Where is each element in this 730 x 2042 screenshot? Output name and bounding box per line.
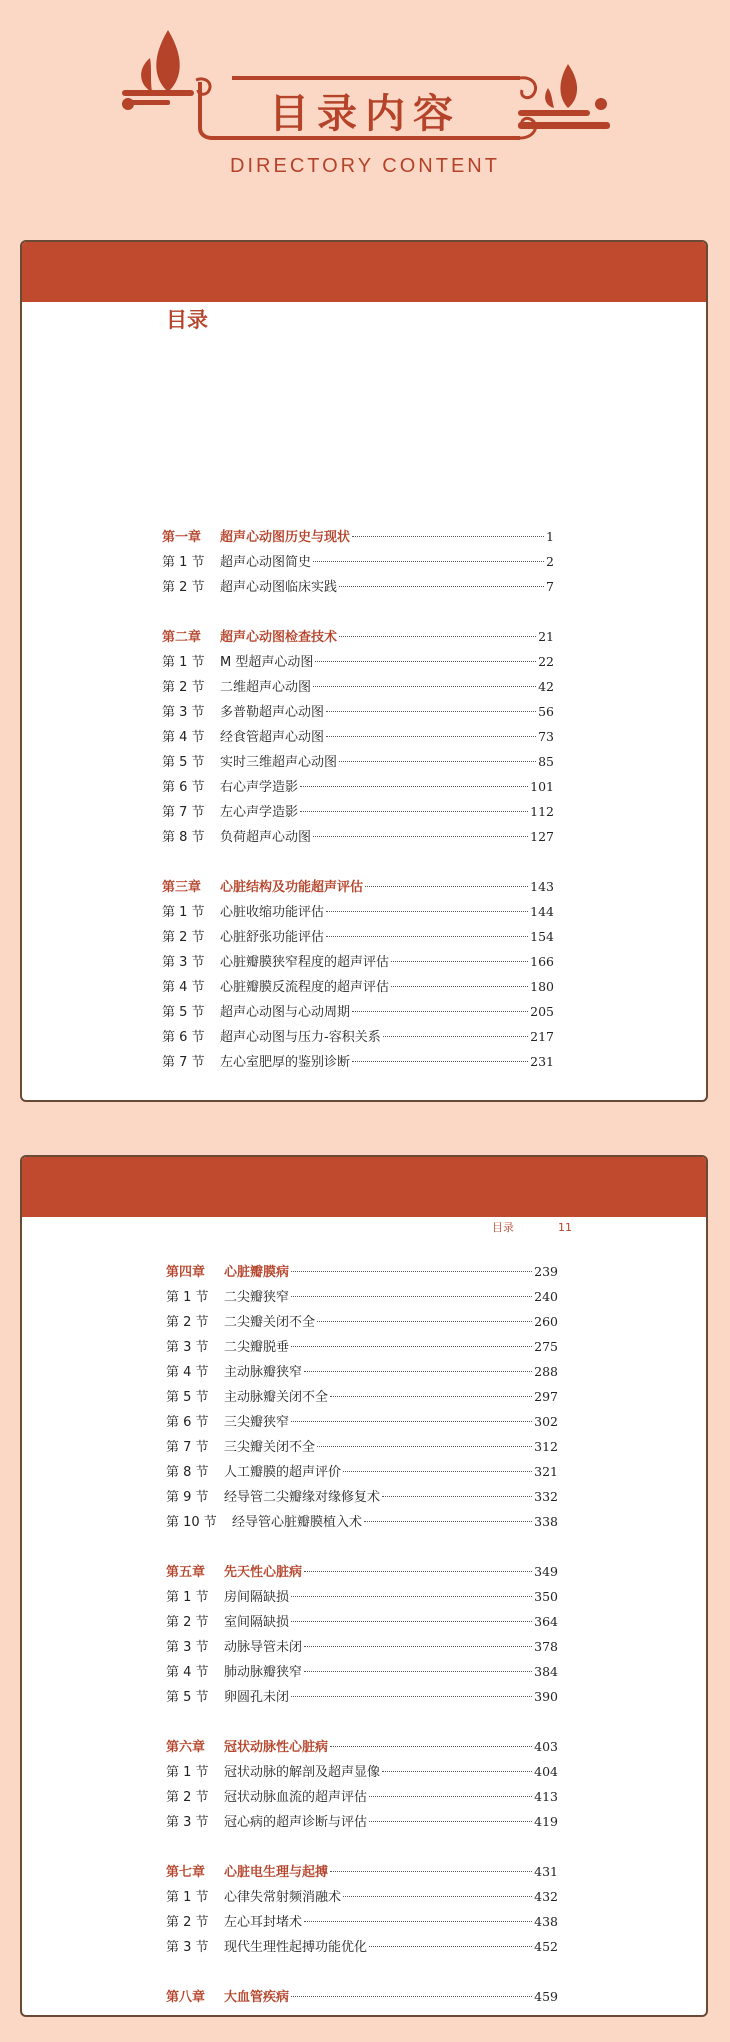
page-ref: 404 — [534, 1764, 558, 1779]
toc-heading: 目录 — [166, 308, 208, 332]
section-number: 第 1 节 — [162, 555, 205, 570]
section-title: 超声心动图简史 — [220, 555, 312, 570]
chapter-number: 第六章 — [166, 1740, 206, 1755]
page-ref: 42 — [538, 679, 554, 694]
dot-leader — [304, 1671, 532, 1672]
section-number: 第 7 节 — [162, 1055, 205, 1070]
toc-section-entry[interactable] — [166, 1759, 558, 1784]
page-ref: 349 — [534, 1564, 558, 1579]
dot-leader — [364, 1521, 532, 1522]
toc-chapter-entry[interactable] — [162, 524, 554, 549]
section-title: 心律失常射频消融术 — [224, 1890, 342, 1905]
section-number: 第 4 节 — [166, 1665, 209, 1680]
toc-spacer — [162, 849, 554, 874]
dot-leader — [343, 1896, 532, 1897]
section-title: M 型超声心动图 — [220, 655, 314, 670]
page-ref: 297 — [534, 1389, 558, 1404]
dot-leader — [291, 1621, 532, 1622]
toc-chapter-entry[interactable] — [166, 1559, 558, 1584]
page-ref: 101 — [530, 779, 554, 794]
dot-leader — [339, 761, 536, 762]
page-ref: 403 — [534, 1739, 558, 1754]
page-ref: 260 — [534, 1314, 558, 1329]
toc-section-entry[interactable] — [162, 899, 554, 924]
section-title: 心脏收缩功能评估 — [220, 905, 325, 920]
toc-section-entry[interactable] — [166, 1509, 558, 1534]
section-title: 人工瓣膜的超声评价 — [224, 1465, 342, 1480]
page-ref: 56 — [538, 704, 554, 719]
section-number: 第 3 节 — [166, 1940, 209, 1955]
section-number: 第 2 节 — [166, 1915, 209, 1930]
toc-section-entry[interactable] — [162, 649, 554, 674]
toc-chapter-entry[interactable] — [166, 1259, 558, 1284]
page-ref: 302 — [534, 1414, 558, 1429]
dot-leader — [369, 1821, 532, 1822]
section-title: 左心室肥厚的鉴别诊断 — [220, 1055, 351, 1070]
dot-leader — [291, 1296, 532, 1297]
dot-leader — [326, 936, 528, 937]
toc-spacer — [166, 1534, 558, 1559]
toc-chapter-entry[interactable] — [166, 1859, 558, 1884]
toc-page-2 — [20, 1155, 708, 2017]
section-number: 第 5 节 — [166, 1390, 209, 1405]
page-ref: 332 — [534, 1489, 558, 1504]
toc-section-entry[interactable] — [166, 1609, 558, 1634]
running-head-title: 目录 — [492, 1221, 514, 1234]
page-ref: 288 — [534, 1364, 558, 1379]
section-title: 心脏瓣膜反流程度的超声评估 — [220, 980, 390, 995]
section-number: 第 8 节 — [162, 830, 205, 845]
page-ref: 2 — [546, 554, 554, 569]
page-ref: 350 — [534, 1589, 558, 1604]
dot-leader — [315, 661, 536, 662]
page-top-band — [22, 1157, 706, 1217]
section-number: 第 3 节 — [162, 955, 205, 970]
section-number: 第 4 节 — [166, 1365, 209, 1380]
toc-spacer — [166, 1959, 558, 1984]
section-title: 主动脉瓣狭窄 — [224, 1365, 303, 1380]
section-number: 第 4 节 — [162, 730, 205, 745]
toc-chapter-entry[interactable] — [162, 874, 554, 899]
toc-section-entry[interactable] — [166, 1659, 558, 1684]
toc-section-entry[interactable] — [166, 1359, 558, 1384]
toc-section-entry[interactable] — [162, 949, 554, 974]
section-number: 第 1 节 — [166, 1590, 209, 1605]
chapter-title: 心脏瓣膜病 — [224, 1265, 290, 1280]
page-ref: 338 — [534, 1514, 558, 1529]
dot-leader — [291, 1996, 532, 1997]
page-subtitle: DIRECTORY CONTENT — [230, 155, 500, 177]
page-ref: 275 — [534, 1339, 558, 1354]
chapter-title: 超声心动图历史与现状 — [220, 530, 351, 545]
section-number: 第 2 节 — [166, 1790, 209, 1805]
toc-section-entry[interactable] — [166, 1809, 558, 1834]
section-title: 室间隔缺损 — [224, 1615, 290, 1630]
section-title: 房间隔缺损 — [224, 1590, 290, 1605]
section-number: 第 9 节 — [166, 1490, 209, 1505]
toc-section-entry[interactable] — [166, 1334, 558, 1359]
section-number: 第 2 节 — [162, 930, 205, 945]
dot-leader — [391, 961, 528, 962]
chapter-number: 第三章 — [162, 880, 202, 895]
page-ref: 180 — [530, 979, 554, 994]
toc-section-entry[interactable] — [166, 1909, 558, 1934]
section-title: 负荷超声心动图 — [220, 830, 312, 845]
dot-leader — [304, 1371, 532, 1372]
section-title: 冠状动脉血流的超声评估 — [224, 1790, 368, 1805]
page-header — [0, 0, 730, 200]
page-ref: 438 — [534, 1914, 558, 1929]
section-title: 二尖瓣关闭不全 — [224, 1315, 316, 1330]
toc-section-entry[interactable] — [166, 1634, 558, 1659]
section-title: 经导管心脏瓣膜植入术 — [232, 1515, 363, 1530]
toc-section-entry[interactable] — [166, 1484, 558, 1509]
section-title: 超声心动图临床实践 — [220, 580, 338, 595]
section-number: 第 1 节 — [162, 655, 205, 670]
section-number: 第 6 节 — [166, 1415, 209, 1430]
dot-leader — [326, 711, 536, 712]
section-title: 现代生理性起搏功能优化 — [224, 1940, 368, 1955]
section-number: 第 6 节 — [162, 1030, 205, 1045]
section-title: 心脏瓣膜狭窄程度的超声评估 — [220, 955, 390, 970]
dot-leader — [326, 911, 528, 912]
toc-section-entry[interactable] — [166, 1884, 558, 1909]
section-number: 第 5 节 — [162, 755, 205, 770]
dot-leader — [369, 1946, 532, 1947]
section-number: 第 7 节 — [162, 805, 205, 820]
page-ref: 85 — [538, 754, 554, 769]
toc-list — [162, 524, 554, 1074]
dot-leader — [304, 1646, 532, 1647]
dot-leader — [313, 686, 536, 687]
toc-chapter-entry[interactable] — [162, 624, 554, 649]
chapter-number: 第二章 — [162, 630, 202, 645]
dot-leader — [317, 1321, 532, 1322]
dot-leader — [330, 1871, 532, 1872]
section-title: 卵圆孔未闭 — [224, 1690, 290, 1705]
section-title: 多普勒超声心动图 — [220, 705, 325, 720]
toc-section-entry[interactable] — [162, 549, 554, 574]
section-number: 第 1 节 — [166, 1290, 209, 1305]
chapter-number: 第八章 — [166, 1990, 206, 2005]
section-number: 第 3 节 — [166, 1815, 209, 1830]
chapter-title: 心脏电生理与起搏 — [224, 1865, 329, 1880]
page-ref: 432 — [534, 1889, 558, 1904]
dot-leader — [369, 1796, 532, 1797]
dot-leader — [313, 561, 544, 562]
toc-section-entry[interactable] — [166, 1584, 558, 1609]
toc-section-entry[interactable] — [166, 1784, 558, 1809]
section-title: 动脉导管未闭 — [224, 1640, 303, 1655]
dot-leader — [352, 536, 544, 537]
section-number: 第 1 节 — [162, 905, 205, 920]
toc-section-entry[interactable] — [162, 1024, 554, 1049]
toc-spacer — [166, 1834, 558, 1859]
dot-leader — [330, 1746, 532, 1747]
page-ref: 413 — [534, 1789, 558, 1804]
section-number: 第 1 节 — [166, 1765, 209, 1780]
chapter-title: 心脏结构及功能超声评估 — [220, 880, 364, 895]
dot-leader — [291, 1421, 532, 1422]
toc-section-entry[interactable] — [162, 724, 554, 749]
section-title: 左心声学造影 — [220, 805, 299, 820]
toc-section-entry[interactable] — [166, 1684, 558, 1709]
page-ref: 73 — [538, 729, 554, 744]
page-ref: 452 — [534, 1939, 558, 1954]
page-ref: 364 — [534, 1614, 558, 1629]
section-number: 第 7 节 — [166, 1440, 209, 1455]
dot-leader — [304, 1921, 532, 1922]
page-ref: 431 — [534, 1864, 558, 1879]
chapter-number: 第五章 — [166, 1565, 206, 1580]
dot-leader — [365, 886, 528, 887]
toc-section-entry[interactable] — [166, 1434, 558, 1459]
toc-section-entry[interactable] — [166, 1384, 558, 1409]
chapter-title: 大血管疾病 — [224, 1990, 290, 2005]
page-ref: 459 — [534, 1989, 558, 2004]
chapter-title: 超声心动图检查技术 — [220, 630, 338, 645]
section-title: 冠状动脉的解剖及超声显像 — [224, 1765, 381, 1780]
dot-leader — [391, 986, 528, 987]
page-ref: 143 — [530, 879, 554, 894]
page-ref: 166 — [530, 954, 554, 969]
dot-leader — [330, 1396, 532, 1397]
toc-spacer — [162, 599, 554, 624]
dot-leader — [291, 1596, 532, 1597]
section-title: 经导管二尖瓣缘对缘修复术 — [224, 1490, 381, 1505]
dot-leader — [343, 1471, 532, 1472]
page-ref: 7 — [546, 579, 554, 594]
chapter-title: 先天性心脏病 — [224, 1565, 303, 1580]
page-ref: 21 — [538, 629, 554, 644]
toc-section-entry[interactable] — [166, 1934, 558, 1959]
page-ref: 127 — [530, 829, 554, 844]
section-title: 超声心动图与心动周期 — [220, 1005, 351, 1020]
section-number: 第 10 节 — [166, 1515, 217, 1530]
section-number: 第 1 节 — [166, 1890, 209, 1905]
page-ref: 144 — [530, 904, 554, 919]
toc-section-entry[interactable] — [162, 999, 554, 1024]
page-ref: 312 — [534, 1439, 558, 1454]
section-title: 心脏舒张功能评估 — [220, 930, 325, 945]
page-ref: 378 — [534, 1639, 558, 1654]
section-title: 超声心动图与压力-容积关系 — [220, 1030, 381, 1045]
section-number: 第 5 节 — [162, 1005, 205, 1020]
toc-section-entry[interactable] — [162, 1049, 554, 1074]
section-number: 第 2 节 — [162, 680, 205, 695]
section-title: 二尖瓣脱垂 — [224, 1340, 290, 1355]
page-ref: 419 — [534, 1814, 558, 1829]
toc-section-entry[interactable] — [162, 674, 554, 699]
toc-section-entry[interactable] — [162, 699, 554, 724]
section-title: 左心耳封堵术 — [224, 1915, 303, 1930]
section-title: 实时三维超声心动图 — [220, 755, 338, 770]
toc-spacer — [166, 1709, 558, 1734]
page-title: 目录内容 — [269, 90, 461, 137]
page-ref: 22 — [538, 654, 554, 669]
page-number: 11 — [558, 1221, 572, 1234]
dot-leader — [352, 1061, 528, 1062]
toc-section-entry[interactable] — [162, 924, 554, 949]
toc-chapter-entry[interactable] — [166, 1734, 558, 1759]
dot-leader — [339, 636, 536, 637]
dot-leader — [291, 1696, 532, 1697]
page-ref: 1 — [546, 529, 554, 544]
dot-leader — [300, 786, 528, 787]
chapter-title: 冠状动脉性心脏病 — [224, 1740, 329, 1755]
section-title: 冠心病的超声诊断与评估 — [224, 1815, 368, 1830]
section-title: 肺动脉瓣狭窄 — [224, 1665, 303, 1680]
dot-leader — [291, 1271, 532, 1272]
section-title: 二维超声心动图 — [220, 680, 312, 695]
section-number: 第 2 节 — [166, 1315, 209, 1330]
section-title: 右心声学造影 — [220, 780, 299, 795]
dot-leader — [339, 586, 544, 587]
chapter-number: 第一章 — [162, 530, 202, 545]
page-ref: 205 — [530, 1004, 554, 1019]
dot-leader — [300, 811, 528, 812]
toc-list — [166, 1259, 558, 2009]
section-number: 第 5 节 — [166, 1690, 209, 1705]
section-number: 第 6 节 — [162, 780, 205, 795]
chapter-number: 第七章 — [166, 1865, 206, 1880]
section-number: 第 8 节 — [166, 1465, 209, 1480]
toc-section-entry[interactable] — [162, 774, 554, 799]
section-title: 三尖瓣关闭不全 — [224, 1440, 316, 1455]
dot-leader — [383, 1036, 528, 1037]
page-top-band — [22, 242, 706, 302]
toc-section-entry[interactable] — [166, 1409, 558, 1434]
section-title: 经食管超声心动图 — [220, 730, 325, 745]
page-ref: 217 — [530, 1029, 554, 1044]
section-number: 第 2 节 — [166, 1615, 209, 1630]
toc-section-entry[interactable] — [166, 1459, 558, 1484]
page-ref: 240 — [534, 1289, 558, 1304]
page-ref: 390 — [534, 1689, 558, 1704]
toc-section-entry[interactable] — [162, 974, 554, 999]
toc-page-1 — [20, 240, 708, 1102]
toc-section-entry[interactable] — [162, 574, 554, 599]
dot-leader — [291, 1346, 532, 1347]
page-ref: 321 — [534, 1464, 558, 1479]
page-ref: 112 — [530, 804, 554, 819]
toc-section-entry[interactable] — [162, 749, 554, 774]
toc-section-entry[interactable] — [166, 1284, 558, 1309]
section-title: 二尖瓣狭窄 — [224, 1290, 290, 1305]
dot-leader — [313, 836, 528, 837]
section-title: 三尖瓣狭窄 — [224, 1415, 290, 1430]
section-title: 主动脉瓣关闭不全 — [224, 1390, 329, 1405]
page-ref: 154 — [530, 929, 554, 944]
toc-section-entry[interactable] — [166, 1309, 558, 1334]
dot-leader — [352, 1011, 528, 1012]
page-ref: 384 — [534, 1664, 558, 1679]
dot-leader — [326, 736, 536, 737]
dot-leader — [382, 1496, 532, 1497]
toc-section-entry[interactable] — [162, 824, 554, 849]
section-number: 第 2 节 — [162, 580, 205, 595]
dot-leader — [317, 1446, 532, 1447]
section-number: 第 3 节 — [162, 705, 205, 720]
page-ref: 231 — [530, 1054, 554, 1069]
toc-chapter-entry[interactable] — [166, 1984, 558, 2009]
page-ref: 239 — [534, 1264, 558, 1279]
chapter-number: 第四章 — [166, 1265, 206, 1280]
section-number: 第 4 节 — [162, 980, 205, 995]
section-number: 第 3 节 — [166, 1340, 209, 1355]
section-number: 第 3 节 — [166, 1640, 209, 1655]
running-head — [492, 1219, 572, 1235]
dot-leader — [304, 1571, 532, 1572]
dot-leader — [382, 1771, 532, 1772]
toc-section-entry[interactable] — [162, 799, 554, 824]
